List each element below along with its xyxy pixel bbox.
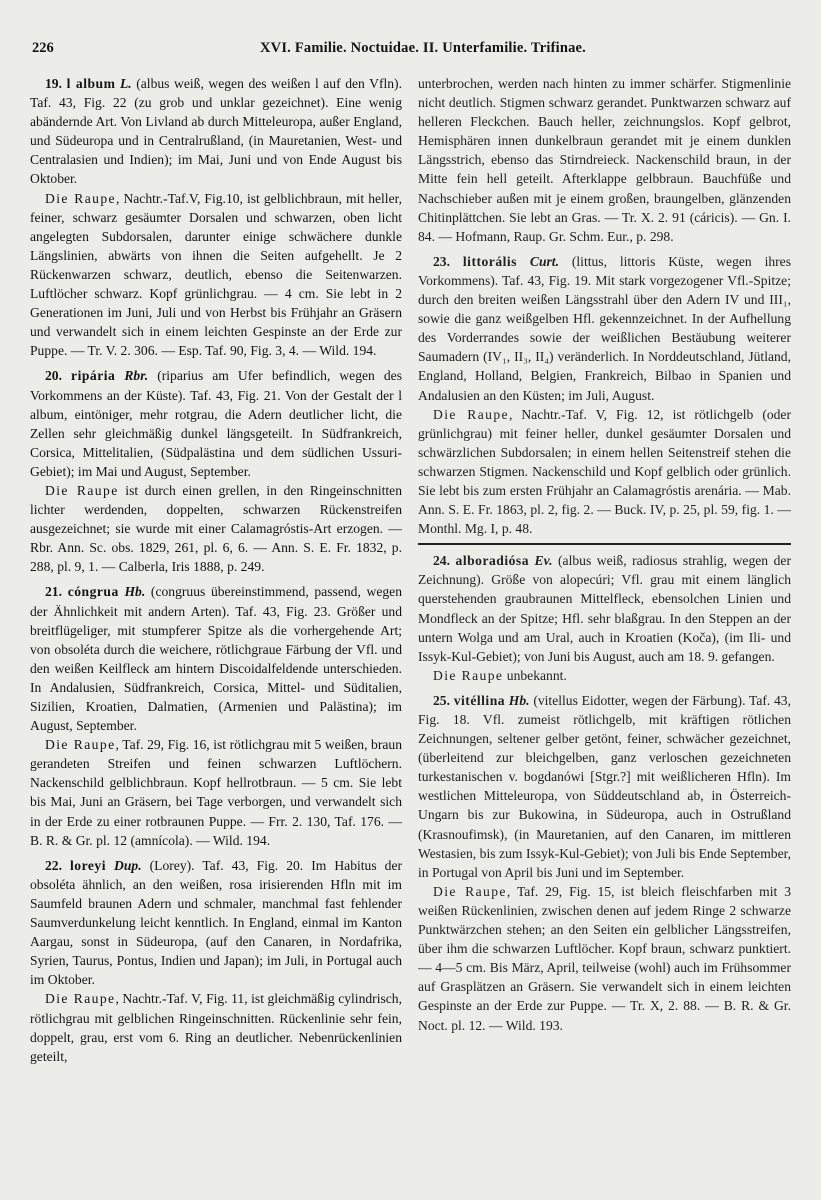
larva-label: Die Raupe xyxy=(45,737,116,753)
entry-text: (vitellus Eidotter, wegen der Färbung). Taf. 43, Fig. 18. Vfl. zumeist rötlichgelb, mit kräftigen rötlichen Zeichnungen, seltener gelber getönt, feiner, schwächer gezeichnet, (überleitend zur bleichgelben, ganz verloschen gezeichneten turkestanischen v. bogdanówi [Stgr.?] mit weißlicheren Hfln). Im westlichen Mitteleuropa, von Süddeutschland ab, in Österreich-Ungarn bis zur Bukowina, in Südeuropa, auch in Ostrußland (Krasnoufimsk), (in Mauretanien, auf den Canaren, im mittleren Westasien, bis zum Issyk-Kul-Gebiet); von Juli bis Ende September, in Portugal von April bis Juni und im September. xyxy=(418,692,791,880)
running-head xyxy=(30,40,801,62)
species-entry-21 xyxy=(30,582,402,735)
section-divider xyxy=(418,543,791,545)
species-entry-20 xyxy=(30,366,402,481)
species-entry-24 xyxy=(418,551,791,666)
entry-text: (albus weiß, radiosus strahlig, wegen der Zeichnung). Größe von alopecúri; Vfl. grau mit einem länglich querstehenden graubraunen Mittelfleck, ebensolchen Linien und Mondfleck an der Spitze; Hfl. sehr blaßgrau. In den Steppen an der untern Wolga und am Ural, auch in Kroatien (Koča), (im Ili- und Issyk-Kul-Gebiet); von Juni bis August, auch am 18. 9. gefangen. xyxy=(418,553,791,664)
larva-text: , Taf. 29, Fig. 15, ist bleich fleischfarben mit 3 weißen Rückenlinien, zwischen denen auf jedem Ringe 2 schwarze Punktwärzchen stehen; an den Seiten ein gelblicher Längsstreifen, über ihm die schwarzen Luftlöcher. Kopf braun, schwarz punktiert. — 4—5 cm. Bis März, April, teilweise (wohl) auch im Frühsommer auf Grasplätzen an Gräsern. Sie verwandelt sich in einem leichten Gespinste an der Erde zur Puppe. — Tr. X, 2. 88. — B. R. & Gr. Noct. pl. 12. — Wild. 193. xyxy=(418,883,792,1033)
larva-continuation-22: unterbrochen, werden nach hinten zu immer schärfer. Stigmenlinie nicht deutlich. Stigmen schwarz gerandet. Punktwarzen schwarz auf helleren Fleckchen. Bauch heller, zeichnungslos. Kopf gelbrot, Hemisphären innen dunkelbraun gerandet mit je einem dunklen Längsstrich, ebenso das Stirndreieck. Nackenschild braun, in der Mitte fein hell geteilt. Afterklappe gelbbraun. Bauchfüße und Nachschieber außen mit je einem großen, braungelben, glänzenden Chitinplättchen. Sie lebt an Gras. — Tr. X. 2. 91 (cáricis). — Gn. I. 84. — Hofmann, Raup. Gr. Schm. Eur., p. 298. xyxy=(418,76,791,244)
larva-text: ist durch einen grellen, in den Ringeinschnitten lichter werdenden, doppelten, schwarzen Rückenstreifen ausgezeichnet; sie wurde mit einer Calamagróstis-Art erzogen. — Rbr. Ann. Sc. obs. 1829, 261, pl. 6, 6. — Ann. S. E. Fr. 1832, p. 288, pl. 9, 1. — Calberla, Iris 1888, p. 249. xyxy=(30,482,402,575)
entry-text: (riparius am Ufer befindlich, wegen des Vorkommens an der Küste). Taf. 43, Fig. 21. Von der Gestalt der l album, eintöniger, mehr rotgrau, die Adern deutlicher licht, die Zellen sehr gleichmäßig dunkel längsgeteilt. In Südfrankreich, Corsica, Mittelitalien, (Südpalästina und dem südlichen Ussuri-Gebiet); im Mai und August, September. xyxy=(30,368,402,479)
entry-text: (littus, littoris Küste, wegen ihres Vorkommens). Taf. 43, Fig. 19. Mit stark vorgezogener Vfl.-Spitze; durch den breiten weißen Längsstrahl über den Adern IV und III₁, sowie die ganz weißgelben Hfl. gekennzeichnet. In der Aufhellung des Vorderrandes sowie der weißlichen Bestäubung weiterer Saumadern (IV₁, II₃, II₄) veränderlich. In Norddeutschland, Jütland, England, Holland, Belgien, Frankreich, Bilbao in Spanien und Andalusien an den Küsten; im Juli, August. xyxy=(418,253,792,403)
species-entry-19 xyxy=(30,74,402,189)
species-name: vitéllina xyxy=(453,692,506,708)
entry-number: 21. xyxy=(45,584,62,600)
larva-paragraph-22 xyxy=(30,989,402,1065)
species-entry-22 xyxy=(30,856,402,990)
larva-label: Die Raupe xyxy=(45,482,119,498)
larva-label: Die Raupe xyxy=(433,883,507,899)
larva-paragraph-24 xyxy=(418,666,791,685)
larva-paragraph-19 xyxy=(30,189,402,361)
larva-paragraph-21 xyxy=(30,735,402,850)
larva-label: Die Raupe xyxy=(45,991,116,1007)
species-entry-25 xyxy=(418,691,791,882)
species-author: Curt. xyxy=(529,253,559,269)
entry-text: (albus weiß, wegen des weißen l auf den Vfln). Taf. 43, Fig. 22 (zu grob und unklar gezeichnet). Eine wenig abändernde Art. Von Livland ab durch Mitteleuropa, außer England, und Südeuropa und in Centralrußland, (in Mauretanien, West- und Centralasien und Indien); im Mai, Juni und von Ende August bis Oktober. xyxy=(30,76,402,187)
species-author: Hb. xyxy=(124,584,146,600)
species-author: Ev. xyxy=(534,553,553,569)
entry-number: 20. xyxy=(45,368,62,384)
species-name: littorális xyxy=(462,253,517,269)
larva-paragraph-23 xyxy=(418,405,791,539)
larva-text: , Taf. 29, Fig. 16, ist rötlichgrau mit 5 weißen, braun gerandeten Streifen und feinen schwarzen Luftlöchern. Nackenschild gelblichbraun. Kopf hellrotbraun. — 5 cm. Sie lebt bis Mai, Juni an Gräsern, bei Tage verborgen, und verwandelt sich in der Erde zu einer rotbraunen Puppe. — Frr. 2. 130, Taf. 176. — B. R. & Gr. pl. 12 (amnícola). — Wild. 194. xyxy=(30,737,402,848)
larva-label: Die Raupe xyxy=(433,667,504,683)
larva-text: , Nachtr.-Taf. V, Fig. 11, ist gleichmäßig cylindrisch, rötlichgrau mit gelblichen Ringeinschnitten. Rückenlinie sehr fein, doppelt, grau, erst vom 6. Ring an deutlicher. Nebenrückenlinien geteilt, xyxy=(30,991,402,1064)
entry-text: (Lorey). Taf. 43, Fig. 20. Im Habitus der obsoléta ähnlich, an den weißen, rosa irisierenden Hfln mit im Saumfeld braunen Adern und schmaler, manchmal fast fehlender Saumverdunkelung leicht kenntlich. In England, einmal im Kanton Aargau, sonst in Südeuropa, (auf den Canaren, in Nordafrika, Syrien, Taurus, Pontus, Indien und Japan); im Juli, in Portugal auch im Oktober. xyxy=(30,857,403,988)
species-name: loreyi xyxy=(70,857,106,873)
larva-label: Die Raupe xyxy=(45,190,116,206)
entry-text: (congruus übereinstimmend, passend, wegen der Ähnlichkeit mit andern Arten). Taf. 43, Fig. 23. Größer und breitflügeliger, mit stumpferer Spitze als die vorhergehende Art; von obsoléta durch die weichere, rötlichgraue Färbung der Vfl. und den weißen Keilfleck am hintern Discoidalfeldende unterschieden. In Andalusien, Südfrankreich, Corsica, Mittel- und Süditalien, Sizilien, Kroatien, Dalmatien, (Armenien und Palästina); im August, September. xyxy=(30,584,403,734)
right-column xyxy=(418,74,791,1035)
species-author: Rbr. xyxy=(124,368,149,384)
larva-text: unbekannt. xyxy=(506,667,567,683)
larva-text: , Nachtr.-Taf. V, Fig. 12, ist rötlichgelb (oder grünlichgrau) mit feiner heller, dunkel gesäumter Dorsalen und schwärzlichen Subdorsalen; in einem hellen Seitenstreif stehen die schwarzen Stigmen. Nackenschild und Kopf gelblich oder grünlich. Sie lebt bis zum ersten Frühjahr an Calamagróstis arenária. — Mab. Ann. S. E. Fr. 1863, pl. 2, fig. 2. — Buck. IV, p. 25, pl. 59, fig. 1. — Monthl. Mg. I, p. 48. xyxy=(418,406,791,537)
species-name: l album xyxy=(66,76,116,91)
entry-number: 25. xyxy=(433,692,450,708)
larva-paragraph-25 xyxy=(418,882,791,1035)
species-entry-23 xyxy=(418,252,791,405)
entry-number: 19. xyxy=(45,76,62,91)
left-column xyxy=(30,74,402,1066)
larva-paragraph-20 xyxy=(30,481,402,576)
larva-label: Die Raupe xyxy=(433,406,509,422)
species-name: alboradiósa xyxy=(455,553,529,569)
entry-number: 22. xyxy=(45,857,62,873)
species-author: Dup. xyxy=(114,857,142,873)
entry-number: 24. xyxy=(433,553,450,569)
species-name: ripária xyxy=(71,368,116,384)
species-author: L. xyxy=(119,76,132,91)
entry-number: 23. xyxy=(433,253,450,269)
species-author: Hb. xyxy=(508,692,530,708)
larva-text: , Nachtr.-Taf.V, Fig.10, ist gelblichbraun, mit heller, feiner, schwarz gesäumter Dorsalen und schwarzen, oben licht angelegten Subdorsalen, darunter einige schwächere dunkle Längslinien, abwärts von ihnen die Seiten aufgehellt. Je 2 Rückenwarzen schwarz, deutlich, ebenso die Seitenwarzen. Luftlöcher schwarz. Kopf grünlichgrau. — 4 cm. Sie lebt in 2 Generationen im Juni, Juli und von Herbst bis Frühjahr an Gräsern und verwandelt sich in einem leichten Gespinste an der Erde zur Puppe. — Tr. V. 2. 306. — Esp. Taf. 90, Fig. 3, 4. — Wild. 194. xyxy=(30,190,402,359)
species-name: cóngrua xyxy=(67,584,119,600)
running-title: XVI. Familie. Noctuidae. II. Unterfamilie. Trifinae. xyxy=(260,40,587,56)
page-number: 226 xyxy=(32,40,54,56)
